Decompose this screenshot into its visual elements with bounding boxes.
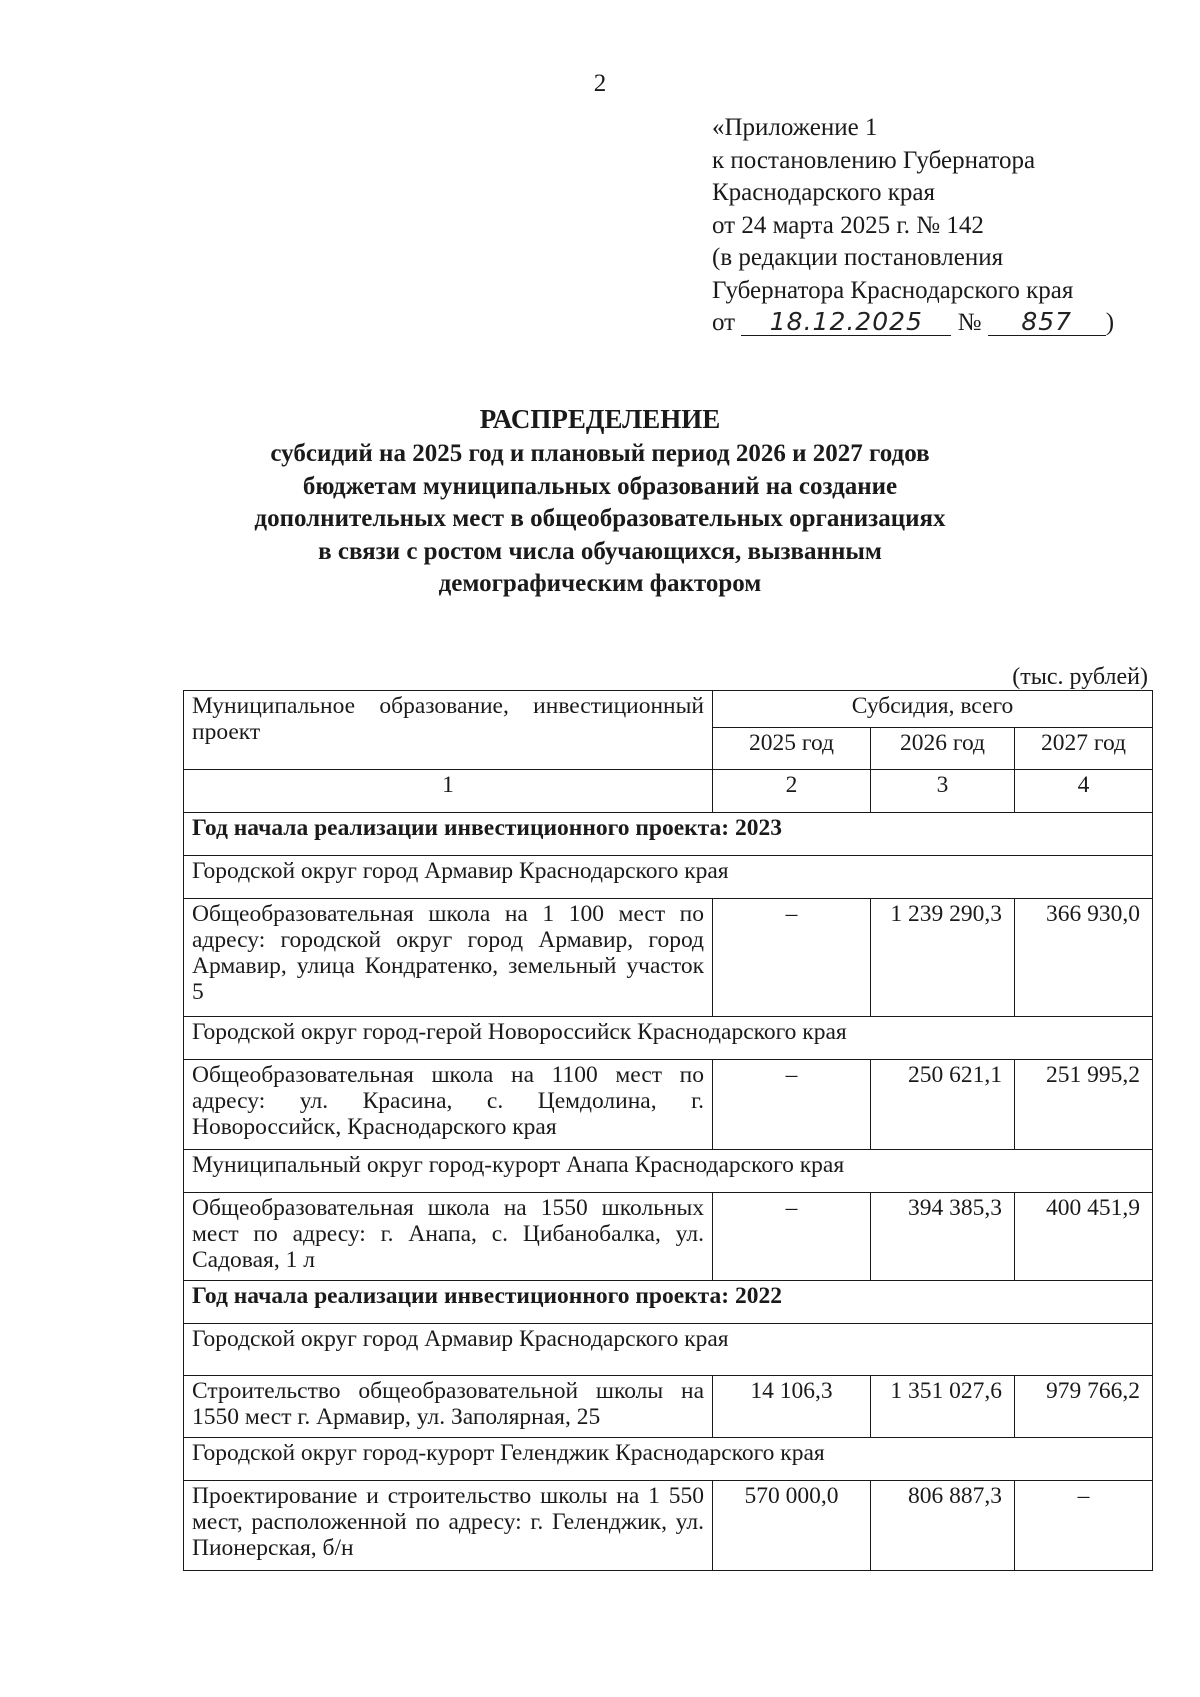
table-row <box>184 1481 1153 1571</box>
appendix-line: к постановлению Губернатора <box>712 146 1036 174</box>
column-number: 2 <box>713 770 871 813</box>
table-row <box>184 1376 1153 1438</box>
value-2027: 979 766,2 <box>1015 1376 1153 1438</box>
title-main: РАСПРЕДЕЛЕНИЕ <box>479 404 721 434</box>
column-number: 3 <box>871 770 1015 813</box>
table-row <box>184 813 1153 856</box>
document-title <box>0 400 1200 601</box>
table-row <box>184 1193 1153 1281</box>
municipality-name: Городской округ город-курорт Геленджик Краснодарского края <box>184 1438 1153 1481</box>
section-heading: Год начала реализации инвестиционного проекта: 2022 <box>184 1281 1153 1324</box>
date-prefix: от <box>712 309 736 336</box>
project-description: Проектирование и строительство школы на 1 550 мест, расположенной по адресу: г. Геленджик, ул. Пионерская, б/н <box>184 1481 713 1571</box>
value-2026: 394 385,3 <box>871 1193 1015 1281</box>
header-subsidy-total: Субсидия, всего <box>713 691 1153 728</box>
value-2025: – <box>713 1060 871 1150</box>
project-description: Общеобразовательная школа на 1550 школьных мест по адресу: г. Анапа, с. Цибанобалка, ул. Садовая, 1 л <box>184 1193 713 1281</box>
table-row <box>184 1060 1153 1150</box>
value-2027: 366 930,0 <box>1015 899 1153 1017</box>
header-year-2025: 2025 год <box>713 728 871 770</box>
table-row <box>184 1324 1153 1376</box>
appendix-line: Губернатора Краснодарского края <box>712 276 1074 304</box>
title-line: в связи с ростом числа обучающихся, вызванным <box>318 537 882 565</box>
appendix-block <box>712 112 1114 340</box>
title-line: дополнительных мест в общеобразовательных организациях <box>254 505 946 533</box>
municipality-name: Городской округ город-герой Новороссийск Краснодарского края <box>184 1017 1153 1060</box>
table-row <box>184 1150 1153 1193</box>
header-year-2027: 2027 год <box>1015 728 1153 770</box>
table-row <box>184 1438 1153 1481</box>
value-2026: 1 239 290,3 <box>871 899 1015 1017</box>
value-2027: 400 451,9 <box>1015 1193 1153 1281</box>
value-2026: 1 351 027,6 <box>871 1376 1015 1438</box>
project-description: Общеобразовательная школа на 1100 мест по адресу: ул. Красина, с. Цемдолина, г. Новороссийск, Краснодарского края <box>184 1060 713 1150</box>
municipality-name: Городской округ город Армавир Краснодарского края <box>184 1324 1153 1376</box>
title-line: бюджетам муниципальных образований на создание <box>302 472 898 500</box>
value-2025: – <box>713 899 871 1017</box>
appendix-line: (в редакции постановления <box>712 244 1004 271</box>
handwritten-date: 18.12.2025 <box>741 309 951 336</box>
value-2027: – <box>1015 1481 1153 1571</box>
project-description: Строительство общеобразовательной школы на 1550 мест г. Армавир, ул. Заполярная, 25 <box>184 1376 713 1438</box>
header-municipality-project: Муниципальное образование, инвестиционный проект <box>184 691 713 770</box>
appendix-line: «Приложение 1 <box>712 114 878 141</box>
table-row <box>184 899 1153 1017</box>
appendix-line: Краснодарского края <box>712 179 935 206</box>
title-line: субсидий на 2025 год и плановый период 2026 и 2027 годов <box>270 440 930 467</box>
project-description: Общеобразовательная школа на 1 100 мест по адресу: городской округ город Армавир, город Армавир, улица Кондратенко, земельный участок 5 <box>184 899 713 1017</box>
table-row <box>184 1017 1153 1060</box>
appendix-line: от 24 марта 2025 г. № 142 <box>712 211 984 239</box>
close-paren: ) <box>1105 309 1115 336</box>
subsidy-table <box>183 690 1153 1571</box>
page-number: 2 <box>593 70 607 97</box>
title-line: демографическим фактором <box>438 570 762 598</box>
municipality-name: Муниципальный округ город-курорт Анапа Краснодарского края <box>184 1150 1153 1193</box>
appendix-date-line <box>712 307 1114 340</box>
value-2026: 806 887,3 <box>871 1481 1015 1571</box>
table-row <box>184 1281 1153 1324</box>
units-label: (тыс. рублей) <box>1012 664 1148 690</box>
number-sign: № <box>957 309 982 336</box>
handwritten-number: 857 <box>988 309 1106 336</box>
value-2027: 251 995,2 <box>1015 1060 1153 1150</box>
section-heading: Год начала реализации инвестиционного проекта: 2023 <box>184 813 1153 856</box>
value-2025: 14 106,3 <box>713 1376 871 1438</box>
municipality-name: Городской округ город Армавир Краснодарского края <box>184 856 1153 899</box>
column-number: 1 <box>184 770 713 813</box>
value-2025: 570 000,0 <box>713 1481 871 1571</box>
column-number: 4 <box>1015 770 1153 813</box>
value-2026: 250 621,1 <box>871 1060 1015 1150</box>
table-row <box>184 856 1153 899</box>
value-2025: – <box>713 1193 871 1281</box>
header-year-2026: 2026 год <box>871 728 1015 770</box>
